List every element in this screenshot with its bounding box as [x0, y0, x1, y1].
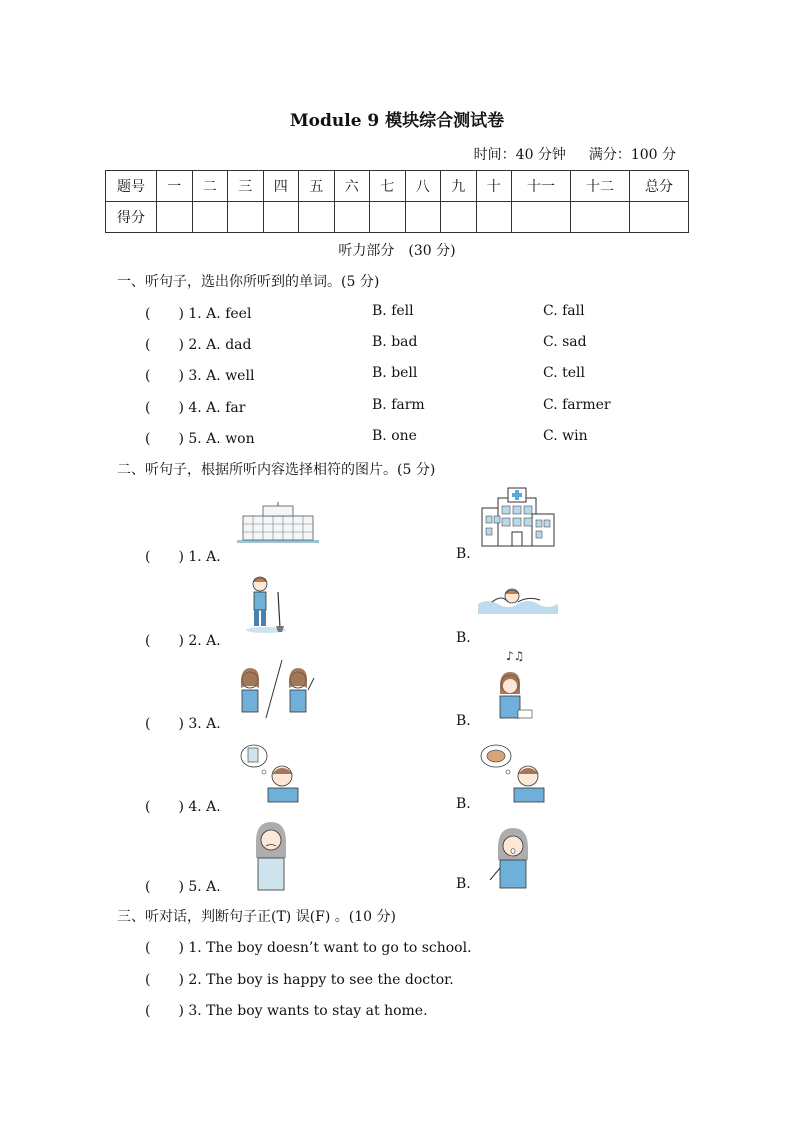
s1-item-4-c: C. farmer	[543, 397, 611, 413]
full-score: 满分：100 分	[588, 147, 676, 163]
s2-item-5[interactable]: ( ) 5. A.	[145, 879, 221, 895]
s1-item-2-c: C. sad	[543, 334, 587, 350]
s2-item-4-b[interactable]: B.	[456, 796, 471, 812]
s1-item-3-c: C. tell	[543, 365, 585, 381]
score-cell[interactable]	[441, 202, 477, 233]
s1-item-2-b: B. bad	[372, 334, 418, 350]
s1-item-1-c: C. fall	[543, 303, 585, 319]
school-picture[interactable]	[237, 502, 319, 544]
s1-item-3[interactable]: ( ) 3. A. well	[145, 368, 255, 384]
girl-before-after-picture[interactable]	[236, 660, 320, 718]
score-cell[interactable]	[512, 202, 571, 233]
s1-item-5-c: C. win	[543, 428, 588, 444]
s3-item-2[interactable]: ( ) 2. The boy is happy to see the doctor.	[145, 972, 454, 988]
score-header-cell: 一	[157, 171, 193, 202]
exam-meta	[474, 144, 676, 164]
score-header-cell: 六	[334, 171, 370, 202]
score-header-cell: 九	[441, 171, 477, 202]
score-header-cell: 总分	[630, 171, 689, 202]
s2-item-3-b[interactable]: B.	[456, 713, 471, 729]
boy-planting-tree-picture[interactable]	[242, 574, 288, 634]
score-header-cell: 十	[476, 171, 512, 202]
s2-item-2-b[interactable]: B.	[456, 630, 471, 646]
s1-item-4-b: B. farm	[372, 397, 425, 413]
s1-item-3-b: B. bell	[372, 365, 418, 381]
score-header-cell: 十一	[512, 171, 571, 202]
section-1-title: 一、听句子，选出你所听到的单词。(5 分)	[117, 274, 380, 290]
score-cell[interactable]	[192, 202, 228, 233]
girl-surprised-picture[interactable]	[488, 824, 538, 892]
s2-item-1[interactable]: ( ) 1. A.	[145, 549, 221, 565]
svg-text:♪♫: ♪♫	[506, 649, 525, 663]
boy-swimming-picture[interactable]	[478, 584, 558, 620]
score-row-label: 得分	[106, 202, 157, 233]
score-header-cell: 三	[228, 171, 264, 202]
score-header-cell: 七	[370, 171, 406, 202]
s2-item-4[interactable]: ( ) 4. A.	[145, 799, 221, 815]
score-cell[interactable]	[263, 202, 299, 233]
page-title: Module 9 模块综合测试卷	[289, 111, 505, 131]
score-table	[105, 170, 689, 233]
girl-sad-picture[interactable]	[246, 818, 296, 892]
s3-item-3[interactable]: ( ) 3. The boy wants to stay at home.	[145, 1003, 428, 1019]
score-value-row	[106, 202, 689, 233]
s2-item-1-b[interactable]: B.	[456, 546, 471, 562]
s3-item-1[interactable]: ( ) 1. The boy doesn’t want to go to school.	[145, 940, 472, 956]
score-cell[interactable]	[476, 202, 512, 233]
boy-thinking-water-picture[interactable]	[240, 742, 306, 804]
score-cell[interactable]	[405, 202, 441, 233]
score-cell[interactable]	[299, 202, 335, 233]
score-header-cell: 四	[263, 171, 299, 202]
score-header-cell: 十二	[571, 171, 630, 202]
s1-item-5-b: B. one	[372, 428, 417, 444]
section-2-title: 二、听句子，根据所听内容选择相符的图片。(5 分)	[117, 462, 436, 478]
score-cell[interactable]	[228, 202, 264, 233]
score-cell[interactable]	[571, 202, 630, 233]
s2-item-2[interactable]: ( ) 2. A.	[145, 633, 221, 649]
time-limit: 时间：40 分钟	[473, 147, 566, 163]
s2-item-5-b[interactable]: B.	[456, 876, 471, 892]
girl-singing-picture[interactable]	[488, 646, 538, 724]
s1-item-1[interactable]: ( ) 1. A. feel	[145, 306, 252, 322]
score-header-cell: 五	[299, 171, 335, 202]
hospital-picture[interactable]	[478, 486, 558, 548]
score-cell[interactable]	[334, 202, 370, 233]
s1-item-5[interactable]: ( ) 5. A. won	[145, 431, 255, 447]
s1-item-2[interactable]: ( ) 2. A. dad	[145, 337, 252, 353]
s1-item-4[interactable]: ( ) 4. A. far	[145, 400, 246, 416]
section-3-title: 三、听对话，判断句子正(T) 误(F) 。(10 分)	[117, 909, 396, 925]
score-cell[interactable]	[157, 202, 193, 233]
score-header-cell: 二	[192, 171, 228, 202]
score-header-row	[106, 171, 689, 202]
listening-part-title: 听力部分 (30 分)	[338, 243, 456, 259]
boy-thinking-food-picture[interactable]	[478, 742, 558, 804]
score-cell[interactable]	[370, 202, 406, 233]
s1-item-1-b: B. fell	[372, 303, 414, 319]
score-header-cell: 八	[405, 171, 441, 202]
score-header-cell: 题号	[106, 171, 157, 202]
score-cell[interactable]	[630, 202, 689, 233]
s2-item-3[interactable]: ( ) 3. A.	[145, 716, 221, 732]
